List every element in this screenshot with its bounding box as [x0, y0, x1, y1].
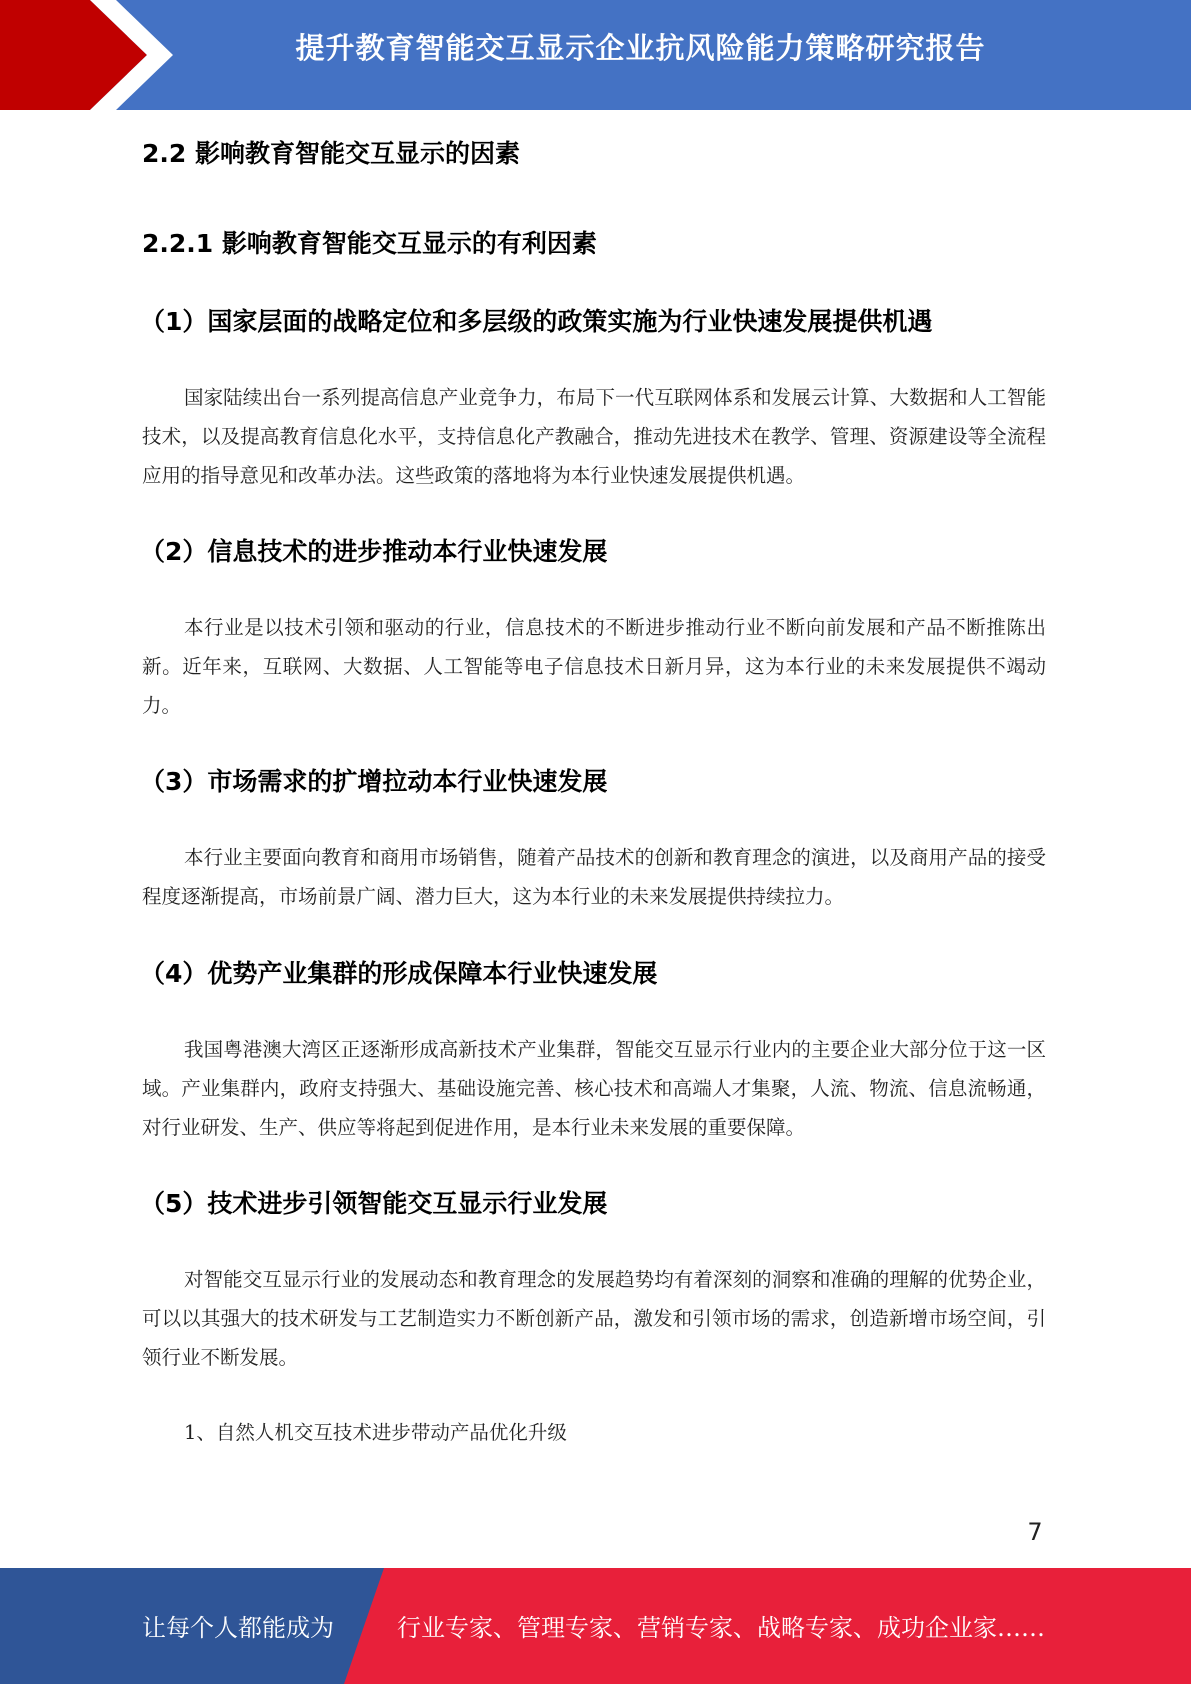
factor-1-title: （1）国家层面的战略定位和多层级的政策实施为行业快速发展提供机遇 — [140, 307, 933, 336]
factor-2-title: （2）信息技术的进步推动本行业快速发展 — [140, 537, 608, 566]
factor-1-paragraph: 国家陆续出台一系列提高信息产业竞争力，布局下一代互联网体系和发展云计算、大数据和人工智能技术，以及提高教育信息化水平，支持信息化产教融合，推动先进技术在教学、管理、资源建设等全流程应用的指导意见和改革办法。这些政策的落地将为本行业快速发展提供机遇。 — [142, 386, 1046, 487]
factor-3-title: （3）市场需求的扩增拉动本行业快速发展 — [140, 767, 608, 796]
list-item: 1、自然人机交互技术进步带动产品优化升级 — [184, 1421, 567, 1444]
subsection-heading: 2.2.1 影响教育智能交互显示的有利因素 — [142, 229, 597, 258]
footer-slogan-right: 行业专家、管理专家、营销专家、战略专家、成功企业家…… — [397, 1614, 1045, 1642]
factor-2-paragraph: 本行业是以技术引领和驱动的行业，信息技术的不断进步推动行业不断向前发展和产品不断推陈出新。近年来，互联网、大数据、人工智能等电子信息技术日新月异，这为本行业的未来发展提供不竭动力。 — [142, 616, 1046, 717]
footer-slogan-left: 让每个人都能成为 — [142, 1614, 334, 1642]
page-number: 7 — [1027, 1518, 1043, 1546]
factor-5-title: （5）技术进步引领智能交互显示行业发展 — [140, 1189, 608, 1218]
section-heading: 2.2 影响教育智能交互显示的因素 — [142, 139, 520, 168]
report-title: 提升教育智能交互显示企业抗风险能力策略研究报告 — [295, 31, 986, 65]
page-header — [0, 0, 1191, 110]
factor-3-paragraph: 本行业主要面向教育和商用市场销售，随着产品技术的创新和教育理念的演进，以及商用产品的接受程度逐渐提高，市场前景广阔、潜力巨大，这为本行业的未来发展提供持续拉力。 — [142, 846, 1046, 908]
factor-4-title: （4）优势产业集群的形成保障本行业快速发展 — [140, 959, 658, 988]
factor-4-paragraph: 我国粤港澳大湾区正逐渐形成高新技术产业集群，智能交互显示行业内的主要企业大部分位于这一区域。产业集群内，政府支持强大、基础设施完善、核心技术和高端人才集聚，人流、物流、信息流畅通，对行业研发、生产、供应等将起到促进作用，是本行业未来发展的重要保障。 — [142, 1038, 1046, 1139]
page-footer — [0, 1568, 1191, 1684]
factor-5-paragraph: 对智能交互显示行业的发展动态和教育理念的发展趋势均有着深刻的洞察和准确的理解的优势企业，可以以其强大的技术研发与工艺制造实力不断创新产品，激发和引领市场的需求，创造新增市场空间，引领行业不断发展。 — [142, 1268, 1046, 1369]
